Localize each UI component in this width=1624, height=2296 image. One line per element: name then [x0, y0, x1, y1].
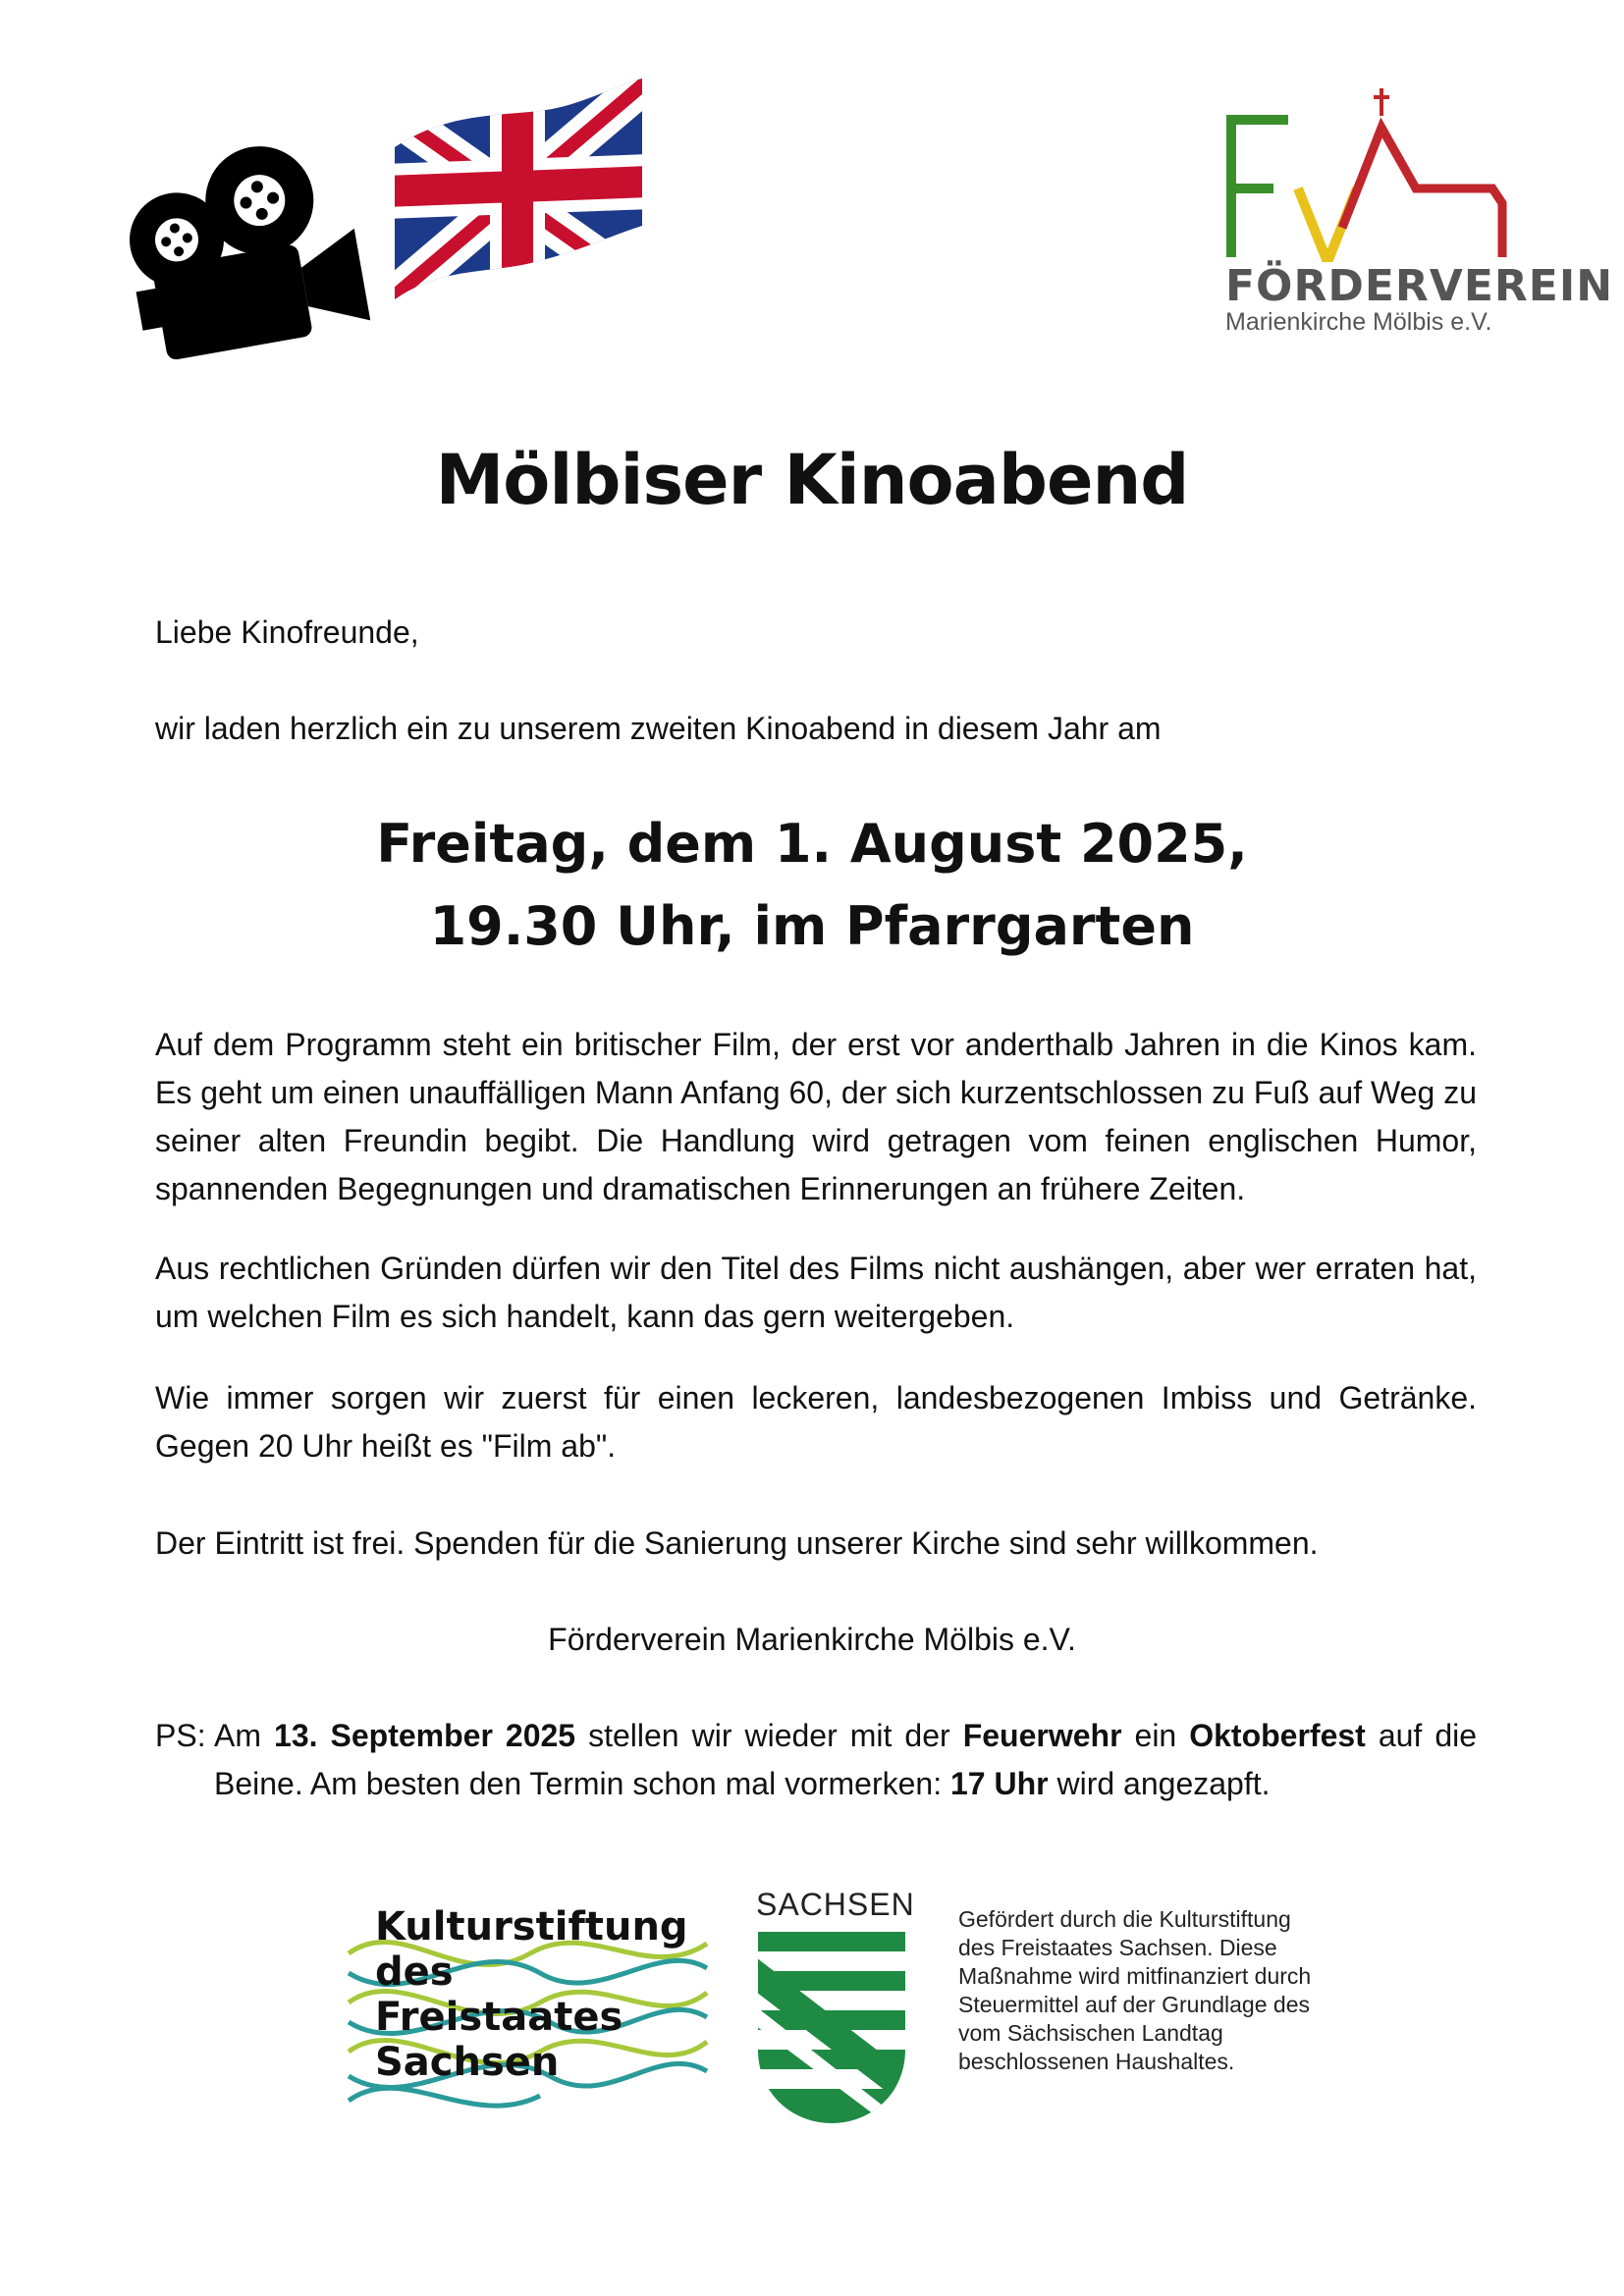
invite-text: wir laden herzlich ein zu unserem zweiten Kinoabend in diesem Jahr am [155, 711, 1162, 746]
sachsen-label: SACHSEN [756, 1887, 915, 1922]
kulturstiftung-wordmark: Kulturstiftung des Freistaates Sachsen [375, 1904, 688, 2085]
logo-subtitle: Marienkirche Mölbis e.V. [1225, 308, 1492, 336]
event-time-place: 19.30 Uhr, im Pfarrgarten [429, 895, 1195, 957]
event-date: Freitag, dem 1. August 2025, [376, 813, 1248, 875]
funding-note: Gefördert durch die Kulturstiftung des Freistaates Sachsen. Diese Maßnahme wird mitfinanziert durch Steuermittel auf der Grundlage des vom Sächsischen Landtag beschlossenen Haushaltes. [958, 1906, 1312, 2074]
page-title: Mölbiser Kinoabend [435, 440, 1189, 520]
paragraph-food: Wie immer sorgen wir zuerst für einen leckeren, landesbezogenen Imbiss und Getränke. Gegen 20 Uhr heißt es "Film ab". [155, 1380, 1477, 1464]
paragraph-entry: Der Eintritt ist frei. Spenden für die Sanierung unserer Kirche sind sehr willkommen. [155, 1525, 1319, 1561]
union-jack-flag-icon [385, 79, 650, 304]
paragraph-title-note: Aus rechtlichen Gründen dürfen wir den Titel des Films nicht aushängen, aber wer erraten hat, um welchen Film es sich handelt, kann das gern weitergeben. [155, 1251, 1477, 1334]
ps-oktoberfest: Oktoberfest [1189, 1718, 1366, 1753]
logo-name: FÖRDERVEREIN [1225, 261, 1614, 311]
sachsen-coat-of-arms [758, 1932, 905, 2123]
paragraph-program: Auf dem Programm steht ein britischer Film, der erst vor anderthalb Jahren in die Kinos kam. Es geht um einen unauffälligen Mann Anfang 60, der sich kurzentschlossen zu Fuß auf Weg zu seiner alten Freundin begibt. Die Handlung wird getragen vom feinen englischen Humor, spannenden Begegnungen und dramatischen Erinnerungen an frühere Zeiten. [155, 1027, 1477, 1206]
ps-date: 13. September 2025 [274, 1718, 576, 1753]
foerderverein-logo-mark [1219, 80, 1514, 262]
ps-fire-dept: Feuerwehr [962, 1718, 1122, 1753]
greeting: Liebe Kinofreunde, [155, 614, 419, 650]
ps-text: Am 13. September 2025 stellen wir wieder mit der Feuerwehr ein Oktoberfest auf die Beine. Am besten den Termin schon mal vormerken: 17 Uhr wird angezapft. [214, 1718, 1478, 1801]
ps-time: 17 Uhr [950, 1766, 1049, 1801]
film-camera-icon [112, 133, 406, 378]
ps-label: PS: [155, 1718, 206, 1753]
signature: Förderverein Marienkirche Mölbis e.V. [548, 1622, 1076, 1657]
